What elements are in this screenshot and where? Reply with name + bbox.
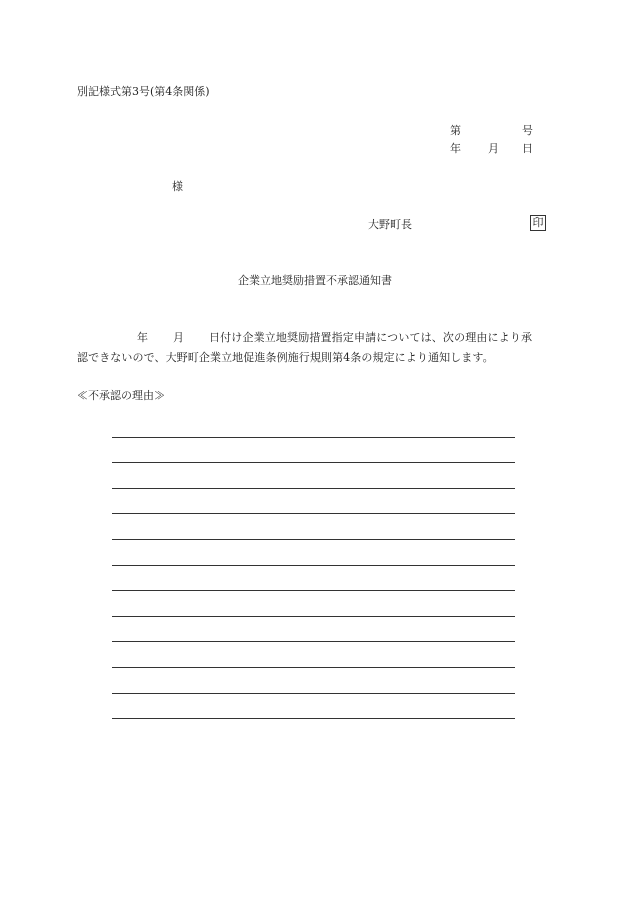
body-month: 月 <box>173 331 184 344</box>
sender-title: 大野町長 <box>368 218 412 231</box>
seal-mark: 印 <box>530 215 546 231</box>
reason-line <box>112 539 515 540</box>
doc-number-prefix: 第 <box>450 124 461 137</box>
reason-line <box>112 641 515 642</box>
reason-line <box>112 462 515 463</box>
reason-line <box>112 616 515 617</box>
reason-line <box>112 565 515 566</box>
document-title: 企業立地奨励措置不承認通知書 <box>238 274 392 287</box>
body-line-2: 認できないので、大野町企業立地促進条例施行規則第4条の規定により通知します。 <box>77 351 494 364</box>
date-day: 日 <box>522 142 533 155</box>
body-year: 年 <box>137 331 148 344</box>
date-year: 年 <box>450 142 461 155</box>
reason-line <box>112 693 515 694</box>
reason-line <box>112 513 515 514</box>
doc-number-suffix: 号 <box>522 124 533 137</box>
reason-line <box>112 437 515 438</box>
reason-heading: ≪不承認の理由≫ <box>77 389 165 402</box>
reason-line <box>112 718 515 719</box>
reason-line <box>112 667 515 668</box>
form-label: 別記様式第3号(第4条関係) <box>77 85 210 98</box>
recipient: 様 <box>172 180 183 193</box>
date-month: 月 <box>488 142 499 155</box>
reason-line <box>112 488 515 489</box>
body-line-1: 日付け企業立地奨励措置指定申請については、次の理由により承 <box>209 331 533 344</box>
reason-line <box>112 590 515 591</box>
